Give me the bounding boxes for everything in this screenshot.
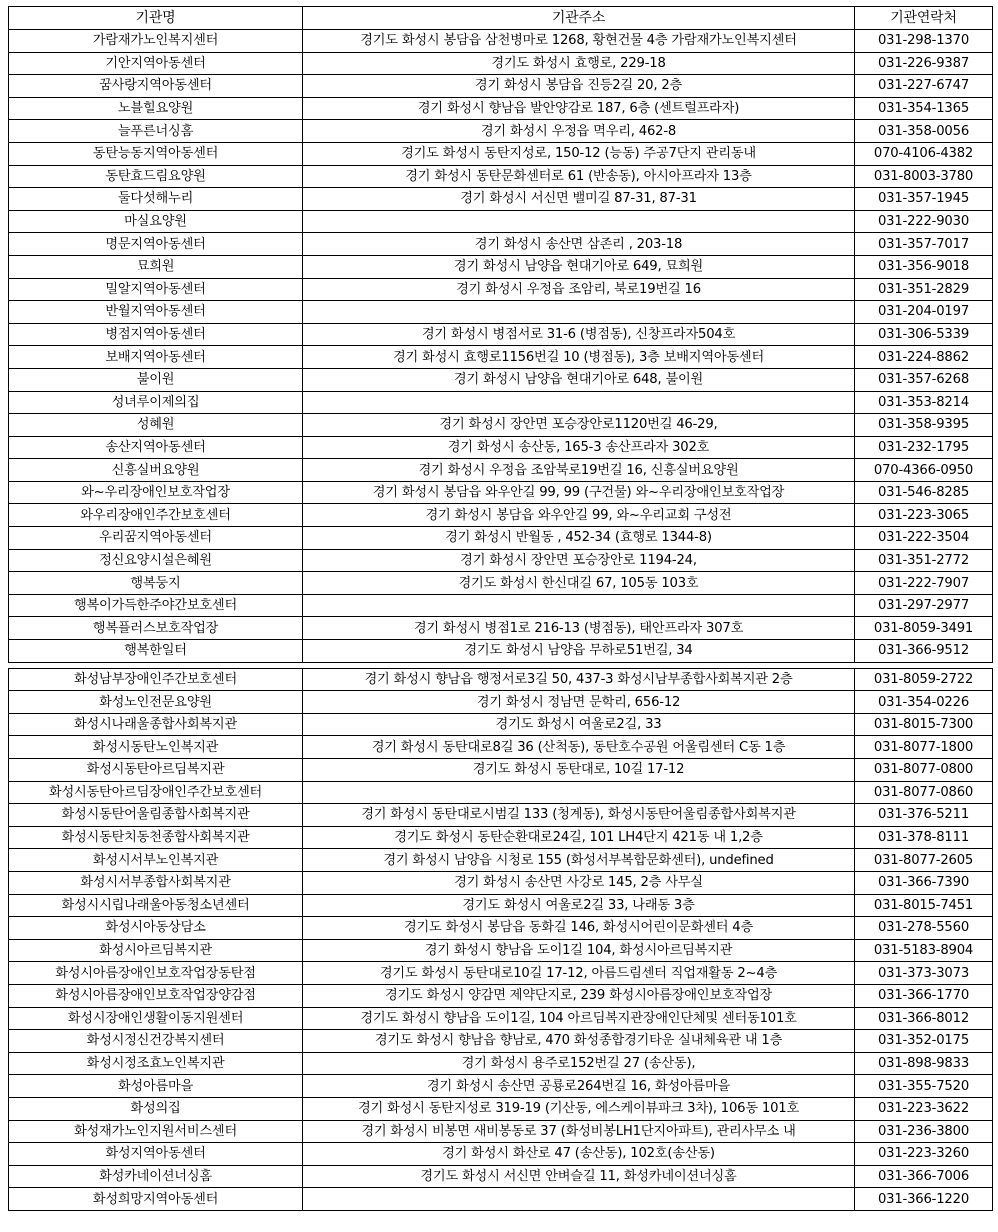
address-cell: 경기 화성시 장안면 포승장안로 1194-24,: [303, 549, 855, 572]
phone-cell: 031-232-1795: [855, 436, 993, 459]
table-body-group1: [9, 30, 993, 663]
phone-cell: 031-227-6747: [855, 75, 993, 98]
address-cell: 경기 화성시 병점서로 31-6 (병점동), 신창프라자504호: [303, 323, 855, 346]
table-row: [9, 804, 993, 827]
address-cell: 경기 화성시 봉담읍 진등2길 20, 2층: [303, 75, 855, 98]
phone-cell: 070-4106-4382: [855, 142, 993, 165]
name-cell: 화성시동탄어울림종합사회복지관: [9, 804, 303, 827]
address-cell: 경기 화성시 정남면 문학리, 656-12: [303, 691, 855, 714]
phone-cell: 031-353-8214: [855, 391, 993, 414]
name-cell: 동탄효드림요양원: [9, 165, 303, 188]
phone-cell: 031-357-6268: [855, 368, 993, 391]
table-row: [9, 826, 993, 849]
header-address: 기관주소: [303, 7, 855, 30]
phone-cell: 031-278-5560: [855, 917, 993, 940]
table-row: [9, 939, 993, 962]
name-cell: 화성시동탄아르딤복지관: [9, 759, 303, 782]
phone-cell: 031-223-3260: [855, 1143, 993, 1166]
name-cell: 밀알지역아동센터: [9, 278, 303, 301]
name-cell: 화성시서부종합사회복지관: [9, 871, 303, 894]
address-cell: 경기 화성시 송산면 공룡로264번길 16, 화성아름마을: [303, 1075, 855, 1098]
table-row: [9, 504, 993, 527]
phone-cell: 031-8015-7300: [855, 713, 993, 736]
phone-cell: 031-297-2977: [855, 594, 993, 617]
address-cell: 경기 화성시 송산동, 165-3 송산프라자 302호: [303, 436, 855, 459]
address-cell: 경기도 화성시 한신대길 67, 105동 103호: [303, 572, 855, 595]
name-cell: 화성시나래울종합사회복지관: [9, 713, 303, 736]
name-cell: 행복플러스보호작업장: [9, 617, 303, 640]
address-cell: 경기도 화성시 향남읍 향남로, 470 화성종합경기타운 실내체육관 내 1층: [303, 1030, 855, 1053]
phone-cell: 031-358-9395: [855, 414, 993, 437]
phone-cell: 031-366-7006: [855, 1165, 993, 1188]
name-cell: 화성노인전문요양원: [9, 691, 303, 714]
address-cell: 경기도 화성시 봉담읍 동화길 146, 화성시어린이문화센터 4층: [303, 917, 855, 940]
address-cell: 경기도 화성시 동탄대로, 10길 17-12: [303, 759, 855, 782]
name-cell: 화성시동탄아르딤장애인주간보호센터: [9, 781, 303, 804]
table-row: [9, 210, 993, 233]
table-row: [9, 1165, 993, 1188]
address-cell: 경기 화성시 병점1로 216-13 (병점동), 태안프라자 307호: [303, 617, 855, 640]
table-row: [9, 346, 993, 369]
phone-cell: 031-357-7017: [855, 233, 993, 256]
name-cell: 화성지역아동센터: [9, 1143, 303, 1166]
table-row: [9, 436, 993, 459]
table-row: [9, 75, 993, 98]
address-cell: 경기 화성시 용주로152번길 27 (송산동),: [303, 1052, 855, 1075]
table-row: [9, 97, 993, 120]
name-cell: 화성시아름장애인보호작업장동탄점: [9, 962, 303, 985]
address-cell: 경기 화성시 동탄대로8길 36 (산척동), 동탄호수공원 어울림센터 C동 1층: [303, 736, 855, 759]
table-row: [9, 691, 993, 714]
phone-cell: 031-366-8012: [855, 1007, 993, 1030]
institution-table: [8, 6, 993, 1211]
address-cell: 경기도 화성시 동탄대로10길 17-12, 아름드림센터 직업재활동 2~4층: [303, 962, 855, 985]
table-row: [9, 52, 993, 75]
address-cell: 경기도 화성시 동탄지성로, 150-12 (능동) 주공7단지 관리동내: [303, 142, 855, 165]
address-cell: 경기도 화성시 봉담읍 삼천병마로 1268, 황현건물 4층 가람재가노인복지센터: [303, 30, 855, 53]
table-row: [9, 165, 993, 188]
address-cell: 경기 화성시 봉담읍 와우안길 99, 99 (구건물) 와~우리장애인보호작업장: [303, 481, 855, 504]
phone-cell: 031-354-1365: [855, 97, 993, 120]
table-row: [9, 255, 993, 278]
address-cell: 경기 화성시 화산로 47 (송산동), 102호(송산동): [303, 1143, 855, 1166]
address-cell: [303, 781, 855, 804]
phone-cell: 031-546-8285: [855, 481, 993, 504]
table-row: [9, 1097, 993, 1120]
name-cell: 꿈사랑지역아동센터: [9, 75, 303, 98]
phone-cell: 031-366-1770: [855, 984, 993, 1007]
name-cell: 화성시동탄치동천종합사회복지관: [9, 826, 303, 849]
table-row: [9, 917, 993, 940]
name-cell: 반월지역아동센터: [9, 301, 303, 324]
phone-cell: 031-351-2772: [855, 549, 993, 572]
name-cell: 병점지역아동센터: [9, 323, 303, 346]
address-cell: [303, 391, 855, 414]
phone-cell: 031-376-5211: [855, 804, 993, 827]
address-cell: 경기 화성시 동탄대로시범길 133 (청계동), 화성시동탄어울림종합사회복지관: [303, 804, 855, 827]
phone-cell: 031-373-3073: [855, 962, 993, 985]
table-row: [9, 323, 993, 346]
name-cell: 화성시아르딤복지관: [9, 939, 303, 962]
name-cell: 행복한일터: [9, 640, 303, 663]
name-cell: 신흥실버요양원: [9, 459, 303, 482]
table-row: [9, 30, 993, 53]
address-cell: 경기 화성시 향남읍 발안양감로 187, 6층 (센트럴프라자): [303, 97, 855, 120]
name-cell: 가람재가노인복지센터: [9, 30, 303, 53]
phone-cell: 031-223-3622: [855, 1097, 993, 1120]
header-phone: 기관연락처: [855, 7, 993, 30]
phone-cell: 031-306-5339: [855, 323, 993, 346]
name-cell: 동탄능동지역아동센터: [9, 142, 303, 165]
address-cell: 경기도 화성시 동탄순환대로24길, 101 LH4단지 421동 내 1,2층: [303, 826, 855, 849]
address-cell: 경기 화성시 동탄문화센터로 61 (반송동), 아시아프라자 13층: [303, 165, 855, 188]
table-row: [9, 188, 993, 211]
name-cell: 노블힐요양원: [9, 97, 303, 120]
table-row: [9, 594, 993, 617]
address-cell: 경기 화성시 장안면 포승장안로1120번길 46-29,: [303, 414, 855, 437]
name-cell: 화성아름마을: [9, 1075, 303, 1098]
table-row: [9, 871, 993, 894]
phone-cell: 031-366-7390: [855, 871, 993, 894]
phone-cell: 031-356-9018: [855, 255, 993, 278]
table-row: [9, 713, 993, 736]
table-row: [9, 849, 993, 872]
address-cell: 경기 화성시 서신면 밸미길 87-31, 87-31: [303, 188, 855, 211]
table-row: [9, 414, 993, 437]
name-cell: 기안지역아동센터: [9, 52, 303, 75]
table-row: [9, 301, 993, 324]
address-cell: 경기도 화성시 서신면 안벼슬길 11, 화성카네이션너싱홈: [303, 1165, 855, 1188]
name-cell: 화성시서부노인복지관: [9, 849, 303, 872]
address-cell: 경기 화성시 향남읍 도이1길 104, 화성시아르딤복지관: [303, 939, 855, 962]
phone-cell: 031-8059-3491: [855, 617, 993, 640]
table-row: [9, 233, 993, 256]
phone-cell: 031-5183-8904: [855, 939, 993, 962]
address-cell: 경기 화성시 효행로1156번길 10 (병점동), 3층 보배지역아동센터: [303, 346, 855, 369]
name-cell: 성녀루이제의집: [9, 391, 303, 414]
table-row: [9, 962, 993, 985]
table-row: [9, 481, 993, 504]
name-cell: 묘희원: [9, 255, 303, 278]
address-cell: 경기 화성시 남양읍 현대기아로 649, 묘희원: [303, 255, 855, 278]
table-row: [9, 1052, 993, 1075]
name-cell: 불이원: [9, 368, 303, 391]
address-cell: 경기 화성시 우정읍 조암북로19번길 16, 신흥실버요양원: [303, 459, 855, 482]
address-cell: 경기 화성시 동탄지성로 319-19 (기산동, 에스케이뷰파크 3차), 106동 101호: [303, 1097, 855, 1120]
name-cell: 둘다섯해누리: [9, 188, 303, 211]
phone-cell: 031-8015-7451: [855, 894, 993, 917]
phone-cell: 031-366-1220: [855, 1188, 993, 1211]
name-cell: 성혜원: [9, 414, 303, 437]
phone-cell: 031-8077-2605: [855, 849, 993, 872]
name-cell: 화성카네이션너싱홈: [9, 1165, 303, 1188]
phone-cell: 031-222-9030: [855, 210, 993, 233]
header-name: 기관명: [9, 7, 303, 30]
table-row: [9, 527, 993, 550]
address-cell: 경기 화성시 우정읍 조암리, 북로19번길 16: [303, 278, 855, 301]
table-row: [9, 1120, 993, 1143]
name-cell: 화성시정신건강복지센터: [9, 1030, 303, 1053]
table-row: [9, 391, 993, 414]
address-cell: 경기도 화성시 양감면 제약단지로, 239 화성시아름장애인보호작업장: [303, 984, 855, 1007]
phone-cell: 031-8077-0800: [855, 759, 993, 782]
table-row: [9, 572, 993, 595]
phone-cell: 031-226-9387: [855, 52, 993, 75]
table-row: [9, 120, 993, 143]
name-cell: 송산지역아동센터: [9, 436, 303, 459]
phone-cell: 031-378-8111: [855, 826, 993, 849]
table-row: [9, 1188, 993, 1211]
table-row: [9, 759, 993, 782]
name-cell: 화성시시립나래울아동청소년센터: [9, 894, 303, 917]
table-row: [9, 894, 993, 917]
phone-cell: 031-358-0056: [855, 120, 993, 143]
name-cell: 와~우리장애인보호작업장: [9, 481, 303, 504]
name-cell: 화성시아름장애인보호작업장양감점: [9, 984, 303, 1007]
phone-cell: 031-351-2829: [855, 278, 993, 301]
table-row: [9, 736, 993, 759]
address-cell: 경기 화성시 우정읍 멱우리, 462-8: [303, 120, 855, 143]
address-cell: [303, 210, 855, 233]
table-row: [9, 368, 993, 391]
address-cell: 경기 화성시 향남읍 행정서로3길 50, 437-3 화성시남부종합사회복지관 2층: [303, 668, 855, 691]
table-row: [9, 1030, 993, 1053]
address-cell: 경기 화성시 비봉면 새비봉동로 37 (화성비봉LH1단지아파트), 관리사무소 내: [303, 1120, 855, 1143]
address-cell: 경기 화성시 남양읍 시청로 155 (화성서부복합문화센터), undefined: [303, 849, 855, 872]
table-row: [9, 1143, 993, 1166]
name-cell: 마실요양원: [9, 210, 303, 233]
table-row: [9, 984, 993, 1007]
phone-cell: 031-8059-2722: [855, 668, 993, 691]
phone-cell: 070-4366-0950: [855, 459, 993, 482]
phone-cell: 031-224-8862: [855, 346, 993, 369]
name-cell: 늘푸른너싱홈: [9, 120, 303, 143]
address-cell: 경기 화성시 송산면 삼존리 , 203-18: [303, 233, 855, 256]
table-row: [9, 781, 993, 804]
phone-cell: 031-222-3504: [855, 527, 993, 550]
phone-cell: 031-355-7520: [855, 1075, 993, 1098]
table-row: [9, 278, 993, 301]
name-cell: 화성시아동상담소: [9, 917, 303, 940]
table-row: [9, 1007, 993, 1030]
phone-cell: 031-8077-1800: [855, 736, 993, 759]
phone-cell: 031-354-0226: [855, 691, 993, 714]
name-cell: 행복둥지: [9, 572, 303, 595]
name-cell: 정신요양시설은혜원: [9, 549, 303, 572]
address-cell: 경기 화성시 송산면 사강로 145, 2층 사무실: [303, 871, 855, 894]
name-cell: 보배지역아동센터: [9, 346, 303, 369]
address-cell: [303, 301, 855, 324]
phone-cell: 031-898-9833: [855, 1052, 993, 1075]
address-cell: 경기도 화성시 향남읍 도이1길, 104 아르딤복지관장애인단체및 센터동101호: [303, 1007, 855, 1030]
name-cell: 화성시장애인생활이동지원센터: [9, 1007, 303, 1030]
phone-cell: 031-236-3800: [855, 1120, 993, 1143]
name-cell: 화성재가노인지원서비스센터: [9, 1120, 303, 1143]
address-cell: 경기도 화성시 남양읍 무하로51번길, 34: [303, 640, 855, 663]
address-cell: [303, 1188, 855, 1211]
name-cell: 화성희망지역아동센터: [9, 1188, 303, 1211]
phone-cell: 031-8003-3780: [855, 165, 993, 188]
phone-cell: 031-352-0175: [855, 1030, 993, 1053]
phone-cell: 031-357-1945: [855, 188, 993, 211]
header-row: [9, 7, 993, 30]
address-cell: 경기도 화성시 여울로2길, 33: [303, 713, 855, 736]
table-row: [9, 459, 993, 482]
name-cell: 행복이가득한주야간보호센터: [9, 594, 303, 617]
phone-cell: 031-8077-0860: [855, 781, 993, 804]
address-cell: [303, 594, 855, 617]
address-cell: 경기 화성시 남양읍 현대기아로 648, 불이원: [303, 368, 855, 391]
name-cell: 화성시동탄노인복지관: [9, 736, 303, 759]
name-cell: 화성의집: [9, 1097, 303, 1120]
address-cell: 경기 화성시 봉담읍 와우안길 99, 와~우리교회 구성전: [303, 504, 855, 527]
name-cell: 화성시정조효노인복지관: [9, 1052, 303, 1075]
table-row: [9, 549, 993, 572]
phone-cell: 031-204-0197: [855, 301, 993, 324]
name-cell: 화성남부장애인주간보호센터: [9, 668, 303, 691]
table-row: [9, 1075, 993, 1098]
name-cell: 명문지역아동센터: [9, 233, 303, 256]
address-cell: 경기도 화성시 여울로2길 33, 나래동 3층: [303, 894, 855, 917]
table-row: [9, 640, 993, 663]
phone-cell: 031-298-1370: [855, 30, 993, 53]
name-cell: 와우리장애인주간보호센터: [9, 504, 303, 527]
address-cell: 경기도 화성시 효행로, 229-18: [303, 52, 855, 75]
table-row: [9, 142, 993, 165]
phone-cell: 031-222-7907: [855, 572, 993, 595]
name-cell: 우리꿈지역아동센터: [9, 527, 303, 550]
table-row: [9, 617, 993, 640]
table-row: [9, 668, 993, 691]
phone-cell: 031-366-9512: [855, 640, 993, 663]
table-body-group2: [9, 668, 993, 1210]
address-cell: 경기 화성시 반월동 , 452-34 (효행로 1344-8): [303, 527, 855, 550]
phone-cell: 031-223-3065: [855, 504, 993, 527]
